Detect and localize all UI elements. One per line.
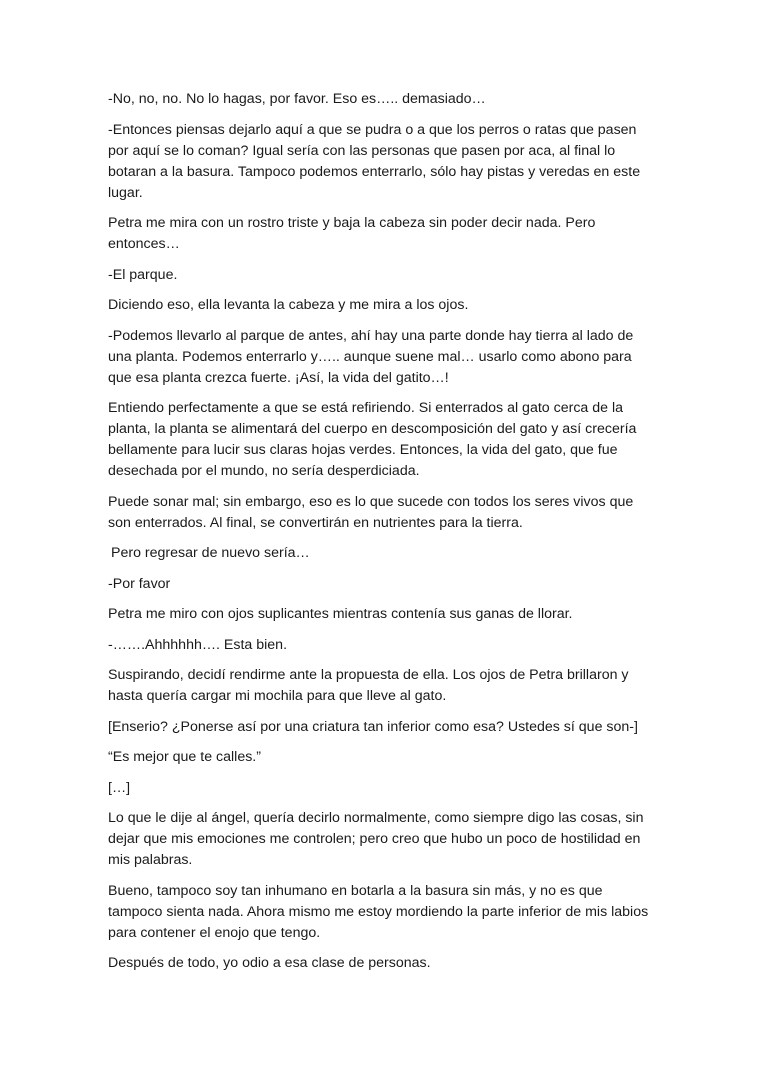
paragraph: Bueno, tampoco soy tan inhumano en botarla a la basura sin más, y no es que tampoco sienta nada. Ahora mismo me estoy mordiendo la parte inferior de mis labios para contener el enojo que tengo. — [108, 882, 649, 941]
paragraph: Después de todo, yo odio a esa clase de personas. — [108, 955, 431, 971]
paragraph: Puede sonar mal; sin embargo, eso es lo que sucede con todos los seres vivos que son enterrados. Al final, se convertirán en nutrientes para la tierra. — [108, 493, 634, 531]
paragraph: -No, no, no. No lo hagas, por favor. Eso es….. demasiado… — [108, 91, 486, 107]
paragraph: Pero regresar de nuevo sería… — [111, 545, 310, 561]
paragraph: “Es mejor que te calles.” — [108, 749, 261, 765]
paragraph: -Podemos llevarlo al parque de antes, ahí hay una parte donde hay tierra al lado de una planta. Podemos enterrarlo y….. aunque suene mal… usarlo como abono para que esa planta crezca fuerte. ¡Así, la vida del gatito…! — [108, 327, 634, 386]
paragraph: Diciendo eso, ella levanta la cabeza y me mira a los ojos. — [108, 297, 469, 313]
paragraph: -…….Ahhhhhh…. Esta bien. — [108, 636, 288, 653]
document-page — [108, 89, 653, 984]
paragraph: Lo que le dije al ángel, quería decirlo normalmente, como siempre digo las cosas, sin dejar que mis emociones me controlen; pero creo que hubo un poco de hostilidad en mis palabras. — [108, 810, 644, 868]
paragraph: -El parque. — [108, 266, 178, 283]
paragraph: Entiendo perfectamente a que se está refiriendo. Si enterrados al gato cerca de la planta, la planta se alimentará del cuerpo en descomposición del gato y así crecería bellamente para lucir sus claras hojas verdes. Entonces, la vida del gato, que fue desechada por el mundo, no sería desperdiciada. — [108, 400, 637, 479]
paragraph: Petra me miro con ojos suplicantes mientras contenía sus ganas de llorar. — [108, 606, 573, 622]
paragraph: Suspirando, decidí rendirme ante la propuesta de ella. Los ojos de Petra brillaron y hasta quería cargar mi mochila para que lleve al gato. — [108, 667, 629, 704]
paragraph: Petra me mira con un rostro triste y baja la cabeza sin poder decir nada. Pero entonces… — [108, 215, 596, 252]
paragraph: -Entonces piensas dejarlo aquí a que se pudra o a que los perros o ratas que pasen por aquí se lo coman? Igual sería con las personas que pasen por aca, al final lo botaran a la basura. Tampoco podemos enterrarlo, sólo hay pistas y veredas en este lugar. — [108, 121, 641, 201]
paragraph: […] — [108, 779, 131, 796]
paragraph: -Por favor — [108, 575, 171, 592]
paragraph: [Enserio? ¿Ponerse así por una criatura tan inferior como esa? Ustedes sí que son-] — [108, 718, 638, 735]
